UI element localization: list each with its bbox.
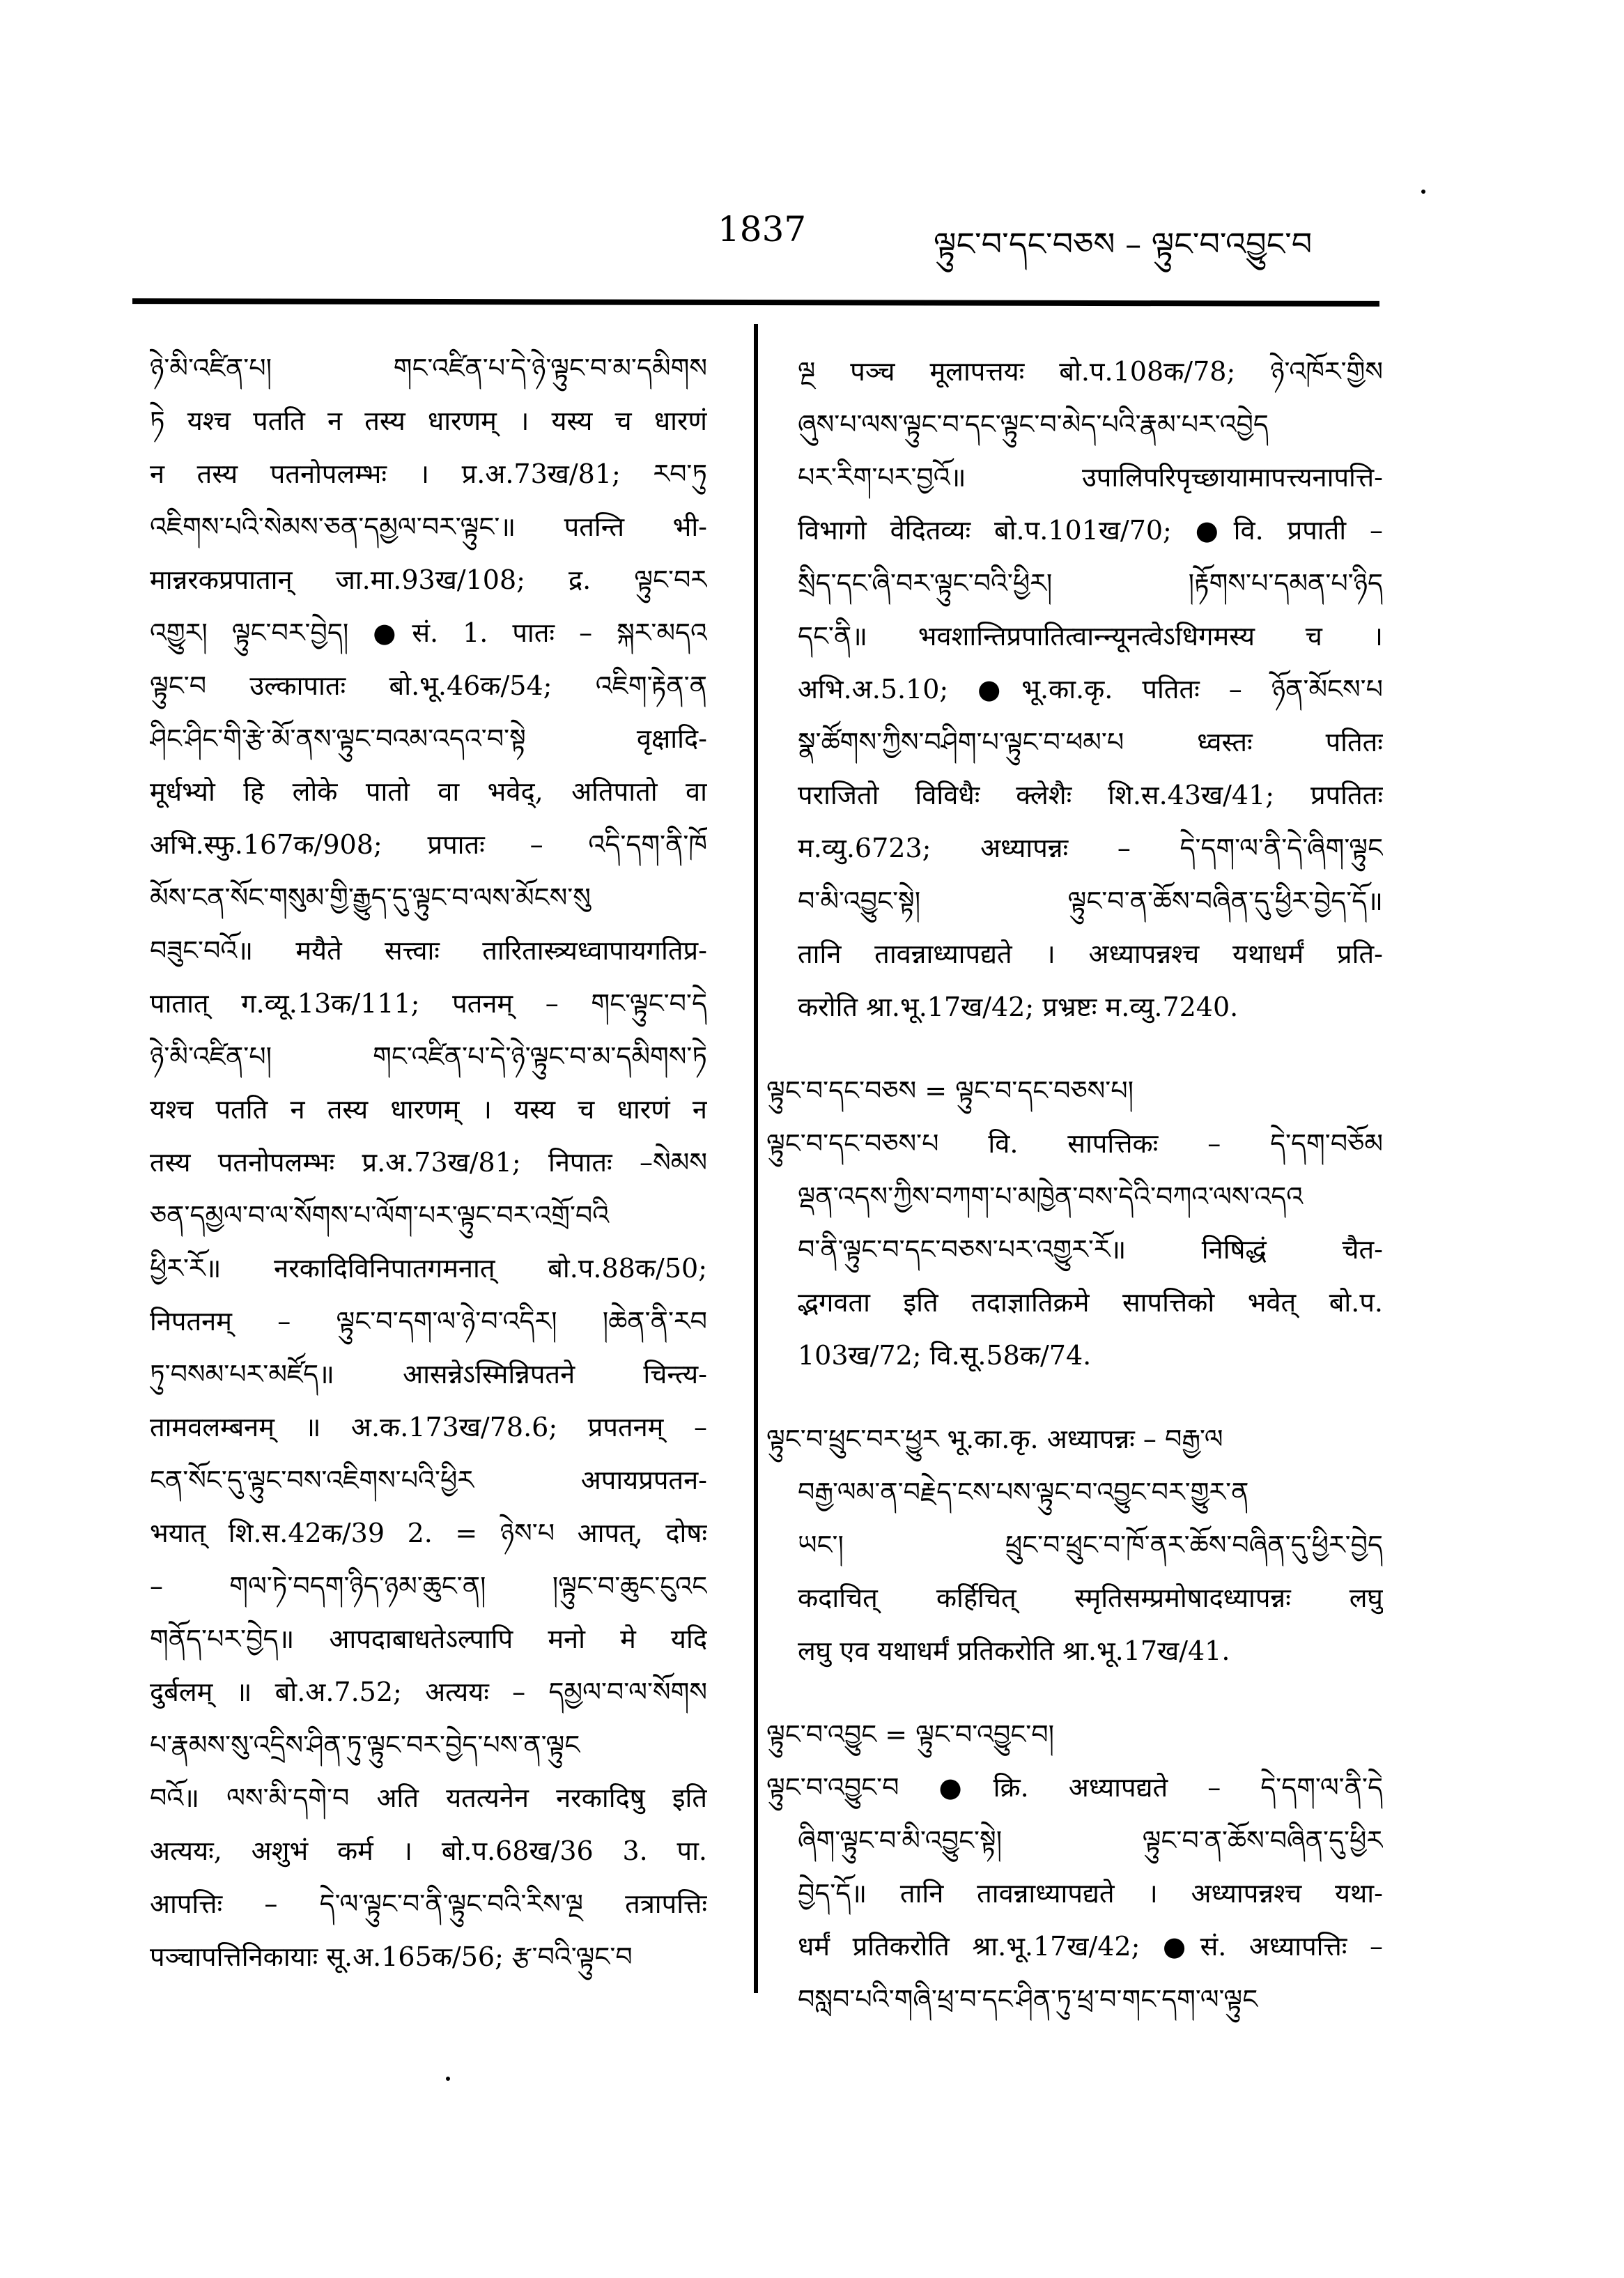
entry-headword-line: ལྟུང་བ་དང་བཅས་པ वि. सापत्तिकः – དེ་དག་བཅོམ xyxy=(766,1128,1383,1159)
text-line: – གལ་ཏེ་བདག་ཉིད་ཉམ་ཆུང་ན། །ལྟུང་བ་ཆུང་ངུའང xyxy=(150,1571,707,1601)
text-line: ཏུ་བསམ་པར་མཛོད॥ आसन्नेऽस्मिन्निपतने चिन्त्य- xyxy=(150,1359,707,1390)
text-line: ཞིག་ལྟུང་བ་མི་འབྱུང་སྟེ། ལྟུང་བ་ན་ཆོས་བཞིན་དུ་ཕྱིར xyxy=(798,1825,1383,1856)
text-line: विभागो वेदितव्यः बो.प.101ख/70; ●वि. प्रपाती – xyxy=(798,515,1383,546)
text-line: ལྔ पञ्च मूलापत्तयः बो.प.108क/78; ཉེ་འཁོར་གྱིས xyxy=(798,356,1383,387)
text-line: मूर्धभ्यो हि लोके पातो वा भवेद्, अतिपातो वा xyxy=(150,776,707,807)
text-line: བརྒྱ་ལམ་ན་བརྗེད་ངས་པས་ལྟུང་བ་འབྱུང་བར་གྱུར་ན xyxy=(798,1477,1249,1507)
text-line: अभि.अ.5.10; ●भू.का.कृ. पतितः – ཉོན་མོངས་པ xyxy=(798,674,1383,705)
text-line: ཡང་། ཕྲུང་བ་ཕྲུང་བ་ཁོ་ནར་ཆོས་བཞིན་དུ་ཕྱིར་བྱེད xyxy=(798,1530,1383,1560)
text-line: भयात् शि.स.42क/39 2. = ཉེས་པ आपत्, दोषः xyxy=(150,1518,707,1548)
column-divider xyxy=(754,324,758,1993)
left-column xyxy=(150,341,707,1983)
text-line: पातात् ग.व्यू.13क/111; पतनम् – གང་ལྟུང་བ་དེ xyxy=(150,988,707,1019)
text-line: लघु एव यथाधर्मं प्रतिकरोति श्रा.भू.17ख/41. xyxy=(798,1636,1230,1666)
text-line: དང་ནི॥ भवशान्तिप्रपातित्वान्न्यूनत्वेऽधिगमस्य च । xyxy=(798,621,1383,652)
text-line: ཕྱིར་རོ॥ नरकादिविनिपातगमनात् बो.प.88क/50; xyxy=(150,1253,707,1284)
text-line: अत्ययः, अशुभं कर्म । बो.प.68ख/36 3. पा. xyxy=(150,1836,707,1866)
scan-speck xyxy=(1421,190,1425,194)
right-column xyxy=(766,345,1383,2026)
text-line: अभि.स्फु.167क/908; प्रपातः – འདི་དག་ནི་ཁོ xyxy=(150,829,707,860)
text-line: བ་མི་འབྱུང་སྟེ། ལྟུང་བ་ན་ཆོས་བཞིན་དུ་ཕྱིར་བྱེད་དོ॥ xyxy=(798,886,1383,916)
text-line: मान्नरकप्रपातान् जा.मा.93ख/108; द्र. ལྟུང་བར xyxy=(150,564,707,595)
text-line: གནོད་པར་བྱེད॥ आपदाबाधतेऽल्पापि मनो मे यदि xyxy=(150,1624,707,1654)
entry-headword-line: ལྟུང་བ་དང་བཅས = ལྟུང་བ་དང་བཅས་པ། xyxy=(766,1075,1134,1106)
text-line: བཟུང་བའོ॥ मयैते सत्त्वाः तारितास्त्र्यध्वापायगतिप्र- xyxy=(150,935,707,966)
text-line: निपतनम् – ལྟུང་བ་དག་ལ་ཉེ་བ་འདིར། །ཆེན་ནི་རབ xyxy=(150,1306,707,1337)
running-head: ལྟུང་བ་དང་བཅས – ལྟུང་བ་འབྱུང་བ xyxy=(934,225,1313,263)
text-line: ཉེ་མི་འཛིན་པ། གང་འཛིན་པ་དེ་ཉེ་ལྟུང་བ་མ་དམིགས་ཏེ xyxy=(150,1041,707,1072)
text-line: यश्च पतति न तस्य धारणम् । यस्य च धारणं न xyxy=(150,1094,707,1125)
scan-speck xyxy=(446,2077,450,2081)
text-line: पराजितो विविधैः क्लेशैः शि.स.43ख/41; प्रपतितः xyxy=(798,780,1383,810)
text-line: ཉེ་མི་འཛིན་པ། གང་འཛིན་པ་དེ་ཉེ་ལྟུང་བ་མ་དམིགས xyxy=(150,353,707,383)
text-line: म.व्यु.6723; अध्यापन्नः – དེ་དག་ལ་ནི་དེ་ཞིག་ལྟུང xyxy=(798,833,1383,863)
text-line: བསླབ་པའི་གཞི་ཕྲ་བ་དང་ཤིན་ཏུ་ཕྲ་བ་གང་དག་ལ་ལྟུང xyxy=(798,1984,1258,2015)
text-line: तामवलम्बनम् ॥ अ.क.173ख/78.6; प्रपतनम् – xyxy=(150,1412,707,1442)
text-line: པ་རྣམས་སུ་འདྲིས་ཤིན་ཏུ་ལྟུང་བར་བྱེད་པས་ན་ལྟུང xyxy=(150,1730,580,1760)
text-line: दुर्बलम् ॥ बो.अ.7.52; अत्ययः – དམྱལ་བ་ལ་སོགས xyxy=(150,1677,707,1707)
text-line: ཏེ यश्च पतति न तस्य धारणम् । यस्य च धारणं xyxy=(150,406,707,436)
text-line: कदाचित् कर्हिचित् स्मृतिसम्प्रमोषादध्यापन्नः लघु xyxy=(798,1583,1383,1613)
entry-headword-line: ལྟུང་བ་འབྱུང་བ ●क्रि. अध्यापद्यते – དེ་དག་ལ་ནི་དེ xyxy=(766,1772,1383,1803)
text-line: तस्य पतनोपलम्भः प्र.अ.73ख/81; निपातः –སེམས xyxy=(150,1147,707,1178)
text-line: ལྟུང་བ उल्कापातः बो.भू.46क/54; འཇིག་རྟེན་ན xyxy=(150,670,707,701)
text-line: སྣ་ཚོགས་ཀྱིས་བཤིག་པ་ལྟུང་བ་ཕམ་པ ध्वस्तः पतितः xyxy=(798,727,1383,757)
text-line: ལྡན་འདས་ཀྱིས་བཀག་པ་མཁྱེན་བས་དེའི་བཀའ་ལས་འདའ xyxy=(798,1181,1304,1212)
text-line: སྲིད་དང་ཞི་བར་ལྟུང་བའི་ཕྱིར། །རྟོགས་པ་དམན་པ་ཉིད xyxy=(798,568,1383,599)
text-line: 103ख/72; वि.सू.58क/74. xyxy=(798,1340,1092,1371)
page-number: 1837 xyxy=(718,209,807,249)
text-line: आपत्तिः – དེ་ལ་ལྟུང་བ་ནི་ལྟུང་བའི་རིས་ལྔ तत्रापत्तिः xyxy=(150,1888,707,1919)
text-line: तानि तावन्नाध्यापद्यते । अध्यापन्नश्च यथाधर्मं प्रति- xyxy=(798,939,1383,969)
text-line: करोति श्रा.भू.17ख/42; प्रभ्रष्टः म.व्यु.7240. xyxy=(798,992,1239,1022)
entry-headword-line: ལྟུང་བ་ཕྲུང་བར་ཕྱུར भू.का.कृ. अध्यापन्नः – བརྒྱ་ལ xyxy=(766,1424,1223,1454)
top-rule xyxy=(132,298,1379,307)
text-line: ཞུས་པ་ལས་ལྟུང་བ་དང་ལྟུང་བ་མེད་པའི་རྣམ་པར་འབྱེད xyxy=(798,409,1269,440)
text-line: ཤིང་ཤིང་གི་རྩེ་མོ་ནས་ལྟུང་བའམ་འདའ་བ་སྟེ वृक्षादि- xyxy=(150,723,707,754)
text-line: ཅན་དམྱལ་བ་ལ་སོགས་པ་ལོག་པར་ལྟུང་བར་འགྲོ་བའི xyxy=(150,1200,610,1231)
text-line: ངན་སོང་དུ་ལྟུང་བས་འཇིགས་པའི་ཕྱིར अपायप्रपतन- xyxy=(150,1465,707,1495)
text-line: न तस्य पतनोपलम्भः । प्र.अ.73ख/81; རབ་ཏུ xyxy=(150,459,707,489)
text-line: བའོ॥ ལས་མི་དགེ་བ अति यतत्यनेन नरकादिषु इति xyxy=(150,1783,707,1813)
text-line: པར་རིག་པར་བྱའོ॥ उपालिपरिपृच्छायामापत्त्यनापत्ति- xyxy=(798,462,1383,493)
text-line: धर्मं प्रतिकरोति श्रा.भू.17ख/42; ●सं. अध्यापत्तिः – xyxy=(798,1931,1383,1962)
text-line: द्भगवता इति तदाज्ञातिक्रमे सापत्तिको भवेत् बो.प. xyxy=(798,1287,1383,1318)
text-line: བྱེད་དོ॥ तानि तावन्नाध्यापद्यते । अध्यापन्नश्च यथा- xyxy=(798,1878,1383,1909)
text-line: पञ्चापत्तिनिकायाः सू.अ.165क/56; རྩ་བའི་ལྟུང་བ xyxy=(150,1941,633,1972)
text-line: འགྱུར། ལྟུང་བར་བྱེད། ●सं. 1. पातः – སྐར་མདའ xyxy=(150,617,707,648)
text-line: མོས་ངན་སོང་གསུམ་གྱི་རྒྱུད་དུ་ལྟུང་བ་ལས་མོངས་སུ xyxy=(150,882,591,913)
text-line: བ་ནི་ལྟུང་བ་དང་བཅས་པར་འགྱུར་རོ॥ निषिद्धं चैत- xyxy=(798,1234,1383,1265)
text-line: འཇིགས་པའི་སེམས་ཅན་དམྱལ་བར་ལྟུང་॥ पतन्ति भी- xyxy=(150,511,707,542)
entry-headword-line: ལྟུང་བ་འབྱུང = ལྟུང་བ་འབྱུང་བ། xyxy=(766,1719,1055,1750)
